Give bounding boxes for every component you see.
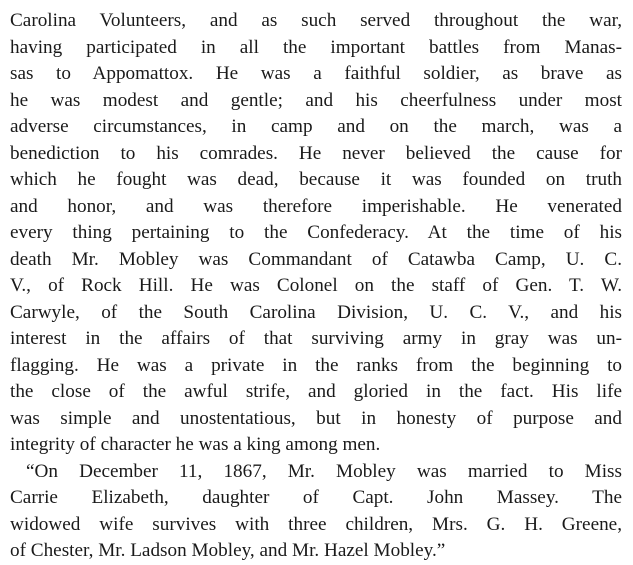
text-line: every thing pertaining to the Confederacy. At the time of his (10, 222, 622, 243)
text-line: interest in the affairs of that surviving army in gray was un- (10, 328, 622, 349)
text-line: flagging. He was a private in the ranks from the beginning to (10, 354, 622, 376)
text-line: having participated in all the important battles from Manas- (10, 36, 622, 58)
paragraph-end-line: integrity of character he was a king among men. (10, 434, 381, 455)
text-line: was simple and unostentatious, but in honesty of purpose and (10, 407, 622, 429)
text-line: widowed wife survives with three children, Mrs. G. H. Greene, (10, 513, 622, 535)
text-line: adverse circumstances, in camp and on the march, was a (10, 116, 622, 137)
quote-start-line: “On December 11, 1867, Mr. Mobley was married to Miss (26, 460, 622, 482)
text-line: he was modest and gentle; and his cheerfulness under most (10, 89, 622, 111)
text-line: death Mr. Mobley was Commandant of Catawba Camp, U. C. (10, 248, 622, 270)
text-line: the close of the awful strife, and gloried in the fact. His life (10, 381, 622, 402)
document-page (10, 8, 622, 565)
text-line: Carolina Volunteers, and as such served throughout the war, (10, 10, 622, 31)
text-line: Carrie Elizabeth, daughter of Capt. John Massey. The (10, 487, 622, 508)
text-line: sas to Appomattox. He was a faithful soldier, as brave as (10, 63, 622, 84)
text-line: V., of Rock Hill. He was Colonel on the staff of Gen. T. W. (10, 275, 622, 296)
paragraph-end-line: of Chester, Mr. Ladson Mobley, and Mr. Hazel Mobley.” (10, 540, 446, 561)
text-line: Carwyle, of the South Carolina Division, U. C. V., and his (10, 301, 622, 323)
text-line: benediction to his comrades. He never believed the cause for (10, 142, 622, 164)
text-line: and honor, and was therefore imperishable. He venerated (10, 195, 622, 217)
text-line: which he fought was dead, because it was founded on truth (10, 169, 622, 190)
